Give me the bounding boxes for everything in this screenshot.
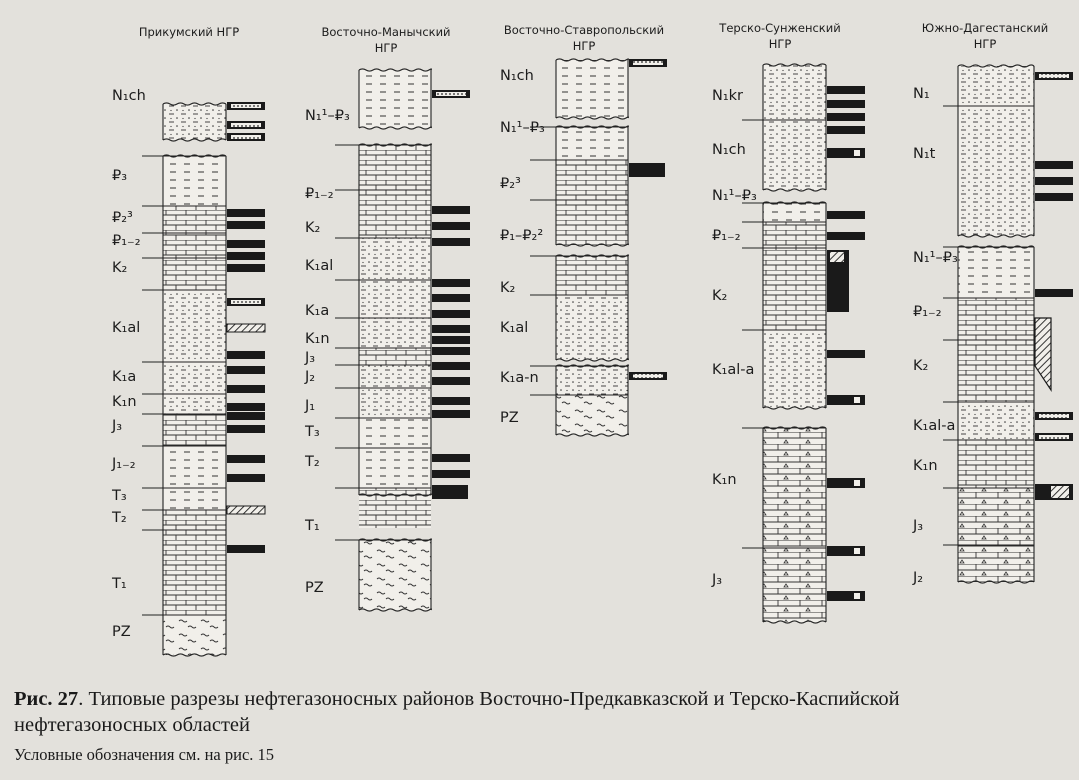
reservoir-mark	[432, 362, 470, 370]
stratigraphic-index-label: N₁¹–₽₃	[500, 120, 545, 136]
column-title	[718, 21, 840, 51]
stratigraphic-index-label: J₂	[305, 369, 316, 385]
reservoir-mark	[1039, 414, 1069, 418]
lithology-layer	[958, 545, 1034, 582]
reservoir-mark	[827, 100, 865, 108]
stratigraphic-index-label: K₁al	[305, 258, 334, 274]
lithology-layer	[163, 530, 226, 615]
stratigraphic-index-label: K₁a-n	[500, 370, 539, 386]
stratigraphic-index-label: K₁n	[712, 472, 737, 488]
stratigraphic-index-label: N₁t	[913, 146, 936, 162]
stratigraphic-index-label: N₁¹–₽₃	[712, 188, 757, 204]
lithology-layer	[359, 280, 431, 318]
reservoir-mark	[432, 410, 470, 418]
reservoir-mark	[227, 506, 265, 514]
reservoir-mark	[227, 425, 265, 433]
column-title-line: НГР	[768, 37, 792, 51]
stratigraphic-index-label: K₁al-a	[913, 418, 956, 434]
reservoir-mark	[854, 593, 860, 599]
caption-text: . Типовые разрезы нефтегазоносных районов Восточно-Предкавказской и Терско-Каспийской	[78, 688, 900, 710]
reservoir-mark	[227, 366, 265, 374]
section-column	[304, 69, 470, 611]
reservoir-mark	[827, 350, 865, 358]
lithology-layer	[163, 446, 226, 488]
lithology-layer	[763, 330, 826, 408]
caption-line-2: нефтегазоносных областей	[14, 714, 250, 736]
reservoir-mark	[227, 252, 265, 260]
reservoir-mark	[432, 222, 470, 230]
lithology-layer	[359, 145, 431, 190]
lithology-layer	[556, 160, 628, 200]
column-titles	[139, 21, 1048, 55]
stratigraphic-index-label: K₁a	[305, 303, 330, 319]
reservoir-mark	[231, 135, 261, 139]
lithology-layer	[556, 127, 628, 160]
stratigraphic-index-label: K₁n	[305, 331, 330, 347]
lithology-layer	[359, 418, 431, 448]
lithology-layer	[359, 348, 431, 365]
reservoir-mark	[432, 347, 470, 355]
stratigraphic-index-label: J₃	[112, 418, 123, 434]
column-title-line: НГР	[374, 41, 398, 55]
column-title-line: НГР	[973, 37, 997, 51]
lithology-layer	[163, 290, 226, 362]
reservoir-mark	[227, 403, 265, 411]
lithology-layer	[556, 295, 628, 360]
stratigraphic-index-label: K₁n	[112, 394, 137, 410]
lithology-layer	[958, 106, 1034, 236]
lithology-layer	[958, 340, 1034, 402]
lithology-layer	[556, 366, 628, 395]
lithology-layer	[163, 510, 226, 530]
section-column	[912, 65, 1073, 586]
reservoir-mark	[830, 252, 844, 262]
stratigraphic-index-label: N₁¹–₽₃	[913, 250, 958, 266]
stratigraphic-index-label: J₁₋₂	[112, 456, 136, 472]
column-title-line: НГР	[572, 39, 596, 53]
reservoir-mark	[1051, 486, 1069, 498]
lithology-layer	[763, 248, 826, 330]
lithology-layer	[763, 222, 826, 248]
reservoir-mark	[827, 126, 865, 134]
stratigraphic-index-label: K₁n	[913, 458, 938, 474]
stratigraphic-index-label: PZ	[500, 410, 519, 426]
reservoir-mark	[227, 324, 265, 332]
reservoir-mark	[227, 221, 265, 229]
lithology-layer	[556, 256, 628, 295]
reservoir-mark	[633, 61, 663, 65]
section-column	[711, 64, 865, 623]
stratigraphic-index-label: ₽₁₋₂	[112, 233, 141, 249]
column-title-line: Восточно-Ставропольский	[503, 23, 665, 37]
reservoir-mark	[827, 232, 865, 240]
stratigraphic-index-label: ₽₂³	[112, 210, 133, 226]
reservoir-mark	[1039, 74, 1069, 78]
reservoir-mark	[633, 374, 663, 378]
reservoir-mark	[1035, 161, 1073, 169]
reservoir-mark	[432, 279, 470, 287]
reservoir-mark	[227, 351, 265, 359]
stratigraphic-index-label: K₂	[500, 280, 516, 296]
lithology-layer	[556, 395, 628, 435]
stratigraphic-index-label: ₽₁₋₂	[712, 228, 741, 244]
reservoir-mark	[629, 163, 665, 177]
lithology-layer	[763, 203, 826, 222]
lithology-layer	[763, 120, 826, 190]
reservoir-mark	[227, 209, 265, 217]
figure-caption	[14, 686, 1064, 768]
stratigraphic-index-label: T₃	[112, 488, 127, 504]
lithology-layer	[359, 448, 431, 488]
stratigraphic-index-label: N₁ch	[112, 88, 146, 104]
stratigraphic-index-label: N₁	[913, 86, 930, 102]
lithology-layer	[958, 488, 1034, 545]
stratigraphic-index-label: N₁¹–₽₃	[305, 108, 350, 124]
stratigraphic-index-label: T₁	[305, 518, 320, 534]
caption-line-1	[14, 686, 1064, 712]
lithology-layer	[958, 298, 1034, 340]
stratigraphic-index-label: K₂	[913, 358, 929, 374]
reservoir-mark	[1035, 289, 1073, 297]
stratigraphic-index-label: PZ	[112, 624, 131, 640]
reservoir-mark	[432, 336, 470, 344]
reservoir-mark	[432, 454, 470, 462]
reservoir-mark	[854, 548, 860, 554]
reservoir-mark	[227, 385, 265, 393]
lithology-layer	[359, 190, 431, 238]
lithology-layer	[163, 233, 226, 258]
stratigraphic-index-label: K₁al	[500, 320, 529, 336]
lithology-layer	[163, 156, 226, 206]
stratigraphic-index-label: T₁	[112, 576, 127, 592]
section-columns	[111, 59, 1073, 656]
lithology-layer	[163, 394, 226, 414]
stratigraphic-index-label: PZ	[305, 580, 324, 596]
column-title	[321, 25, 450, 55]
column-title	[504, 23, 664, 53]
stratigraphic-index-label: J₃	[712, 572, 723, 588]
reservoir-mark	[227, 264, 265, 272]
stratigraphic-index-label: ₽₁₋₂	[305, 186, 334, 202]
reservoir-mark	[227, 474, 265, 482]
lithology-layer	[359, 540, 431, 610]
reservoir-mark	[432, 485, 468, 499]
lithology-layer	[163, 362, 226, 394]
reservoir-mark	[227, 455, 265, 463]
reservoir-mark	[854, 480, 860, 486]
reservoir-mark	[854, 397, 860, 403]
lithology-layer	[359, 365, 431, 388]
reservoir-mark	[231, 104, 261, 108]
reservoir-mark	[231, 123, 261, 127]
lithology-layer	[163, 488, 226, 510]
stratigraphic-index-label: K₂	[305, 220, 321, 236]
stratigraphic-index-label: ₽₃	[112, 168, 128, 184]
caption-label: Рис. 27	[14, 688, 79, 710]
stratigraphic-index-label: ₽₁₋₂	[913, 304, 942, 320]
lithology-layer	[163, 104, 226, 140]
stratigraphic-index-label: J₁	[305, 398, 316, 414]
stratigraphic-index-label: K₁al-a	[712, 362, 755, 378]
stratigraphic-index-label: K₂	[712, 288, 728, 304]
lithology-layer	[163, 258, 226, 290]
reservoir-mark	[854, 150, 860, 156]
reservoir-mark	[1035, 193, 1073, 201]
stratigraphic-index-label: J₃	[913, 518, 924, 534]
reservoir-mark	[1035, 318, 1051, 390]
stratigraphic-index-label: N₁ch	[500, 68, 534, 84]
column-title-line: Восточно-Манычский	[321, 25, 451, 39]
stratigraphic-index-label: N₁ch	[712, 142, 746, 158]
reservoir-mark	[432, 470, 470, 478]
column-title-line: Терско-Сунженский	[719, 21, 841, 35]
stratigraphic-index-label: T₃	[305, 424, 320, 440]
section-column	[111, 88, 265, 656]
stratigraphic-index-label: K₂	[112, 260, 128, 276]
reservoir-mark	[231, 300, 261, 304]
stratigraphic-index-label: T₂	[112, 510, 127, 526]
reservoir-mark	[227, 545, 265, 553]
lithology-layer	[556, 200, 628, 245]
stratigraphic-index-label: ₽₁–₽₂²	[500, 228, 544, 244]
column-title	[922, 21, 1048, 51]
lithology-layer	[763, 548, 826, 622]
reservoir-mark	[227, 412, 265, 420]
lithology-layer	[958, 402, 1034, 440]
column-title-line: Прикумский НГР	[138, 25, 240, 39]
stratigraphic-index-label: K₁a	[112, 369, 137, 385]
stratigraphic-index-label: J₃	[305, 350, 316, 366]
lithology-layer	[556, 60, 628, 118]
reservoir-mark	[432, 397, 470, 405]
reservoir-mark	[432, 294, 470, 302]
stratigraphic-index-label: K₁al	[112, 320, 141, 336]
stratigraphic-index-label: ₽₂³	[500, 176, 521, 192]
lithology-layer	[163, 206, 226, 233]
lithology-layer	[359, 388, 431, 418]
reservoir-mark	[1039, 435, 1069, 439]
section-column	[500, 59, 667, 436]
stratigraphic-index-label: J₂	[913, 570, 924, 586]
reservoir-mark	[827, 113, 865, 121]
lithology-layer	[359, 318, 431, 348]
lithology-layer	[763, 65, 826, 120]
lithology-layer	[958, 247, 1034, 298]
reservoir-mark	[827, 211, 865, 219]
lithology-layer	[359, 238, 431, 280]
lithology-layer	[958, 440, 1034, 488]
lithology-layer	[163, 414, 226, 446]
stratigraphic-index-label: T₂	[305, 454, 320, 470]
lithology-layer	[359, 70, 431, 128]
reservoir-mark	[432, 206, 470, 214]
stratigraphic-index-label: N₁kr	[712, 88, 744, 104]
lithology-layer	[763, 428, 826, 548]
reservoir-mark	[227, 240, 265, 248]
reservoir-mark	[432, 325, 470, 333]
reservoir-mark	[827, 86, 865, 94]
reservoir-mark	[432, 377, 470, 385]
reservoir-mark	[432, 310, 470, 318]
reservoir-mark	[432, 238, 470, 246]
column-title	[139, 25, 239, 39]
reservoir-mark	[1035, 177, 1073, 185]
reservoir-mark	[436, 92, 466, 96]
lithology-layer	[163, 615, 226, 655]
column-title-line: Южно-Дагестанский	[921, 21, 1049, 35]
lithology-layer	[958, 66, 1034, 106]
caption-note: Условные обозначения см. на рис. 15	[14, 745, 275, 764]
